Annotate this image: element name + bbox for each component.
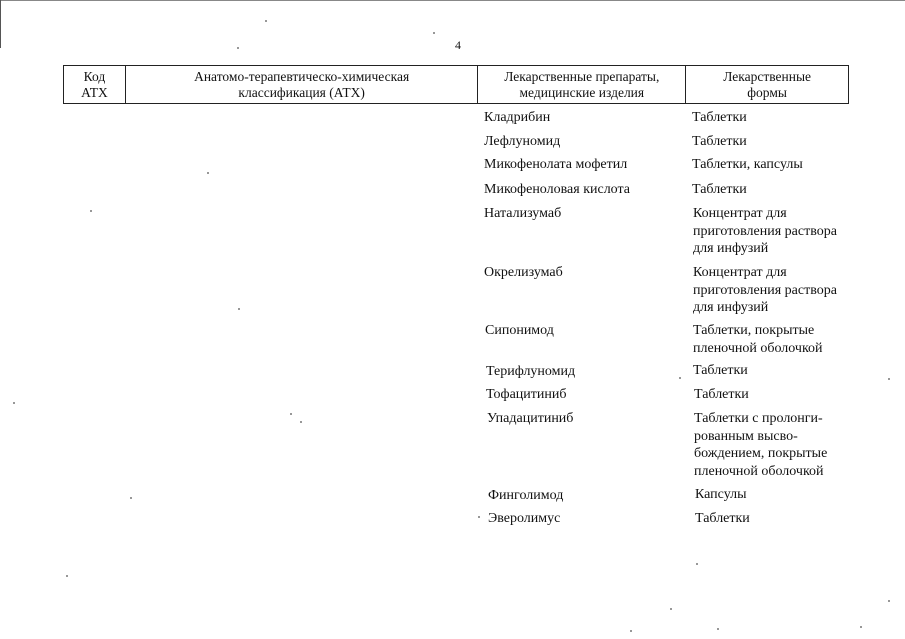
scan-speck (237, 47, 239, 49)
drug-form: Концентрат для приготовления раствора для инфузий (693, 265, 837, 315)
scan-speck (433, 32, 435, 34)
scan-speck (90, 210, 92, 212)
header-code-atc (64, 66, 126, 104)
drug-name: Терифлуномид (486, 364, 576, 379)
scan-speck (888, 600, 890, 602)
header-code-label: Код АТХ (81, 69, 108, 100)
header-forms-label: Лекарственные формы (723, 69, 812, 100)
drug-form: Таблетки (692, 110, 747, 125)
scan-speck (13, 402, 15, 404)
header-row (64, 66, 849, 104)
drug-form: Таблетки (693, 363, 748, 378)
drug-name: Микофеноловая кислота (484, 182, 631, 197)
page-number: 4 (455, 38, 461, 52)
drug-form: Таблетки (694, 387, 749, 402)
drug-name: Сипонимод (485, 323, 554, 338)
drug-name: Упадацитиниб (487, 411, 574, 426)
drug-name: Эверолимус (488, 511, 561, 526)
drug-name: Микофенолата мофетил (484, 157, 628, 172)
scan-speck (630, 630, 632, 632)
drug-name: Тофацитиниб (486, 387, 567, 402)
scan-speck (238, 308, 240, 310)
drug-form: Концентрат для приготовления раствора для инфузий (693, 206, 837, 256)
header-drugs-label: Лекарственные препараты, медицинские изделия (504, 69, 660, 100)
drug-form: Таблетки с пролонги-рованным высво-бождением, покрытые пленочной оболочкой (694, 411, 828, 479)
scan-speck (888, 378, 890, 380)
scan-speck (860, 626, 862, 628)
drug-form: Таблетки, покрытые пленочной оболочкой (693, 323, 823, 356)
drug-form: Таблетки (695, 511, 750, 526)
drug-name: Кладрибин (484, 110, 551, 125)
scan-speck (717, 628, 719, 630)
scan-left-edge (0, 0, 1, 48)
scan-speck (300, 421, 302, 423)
header-atc-classification (125, 66, 477, 104)
scan-speck (478, 516, 480, 518)
drug-form: Таблетки, капсулы (692, 157, 803, 172)
drug-table-header (63, 65, 849, 104)
scan-speck (130, 497, 132, 499)
drug-name: Натализумаб (484, 206, 562, 221)
scan-speck (670, 608, 672, 610)
drug-name: Окрелизумаб (484, 265, 563, 280)
drug-form: Капсулы (695, 487, 747, 502)
drug-form: Таблетки (692, 182, 747, 197)
scan-speck (679, 377, 681, 379)
scan-speck (207, 172, 209, 174)
drug-name: Лефлуномид (484, 134, 561, 149)
drug-name: Финголимод (488, 488, 564, 503)
scan-speck (66, 575, 68, 577)
header-drugs (478, 66, 686, 104)
scan-speck (265, 20, 267, 22)
header-classification-label: Анатомо-терапевтическо-химическая классификация (АТХ) (194, 69, 410, 100)
drug-form: Таблетки (692, 134, 747, 149)
scan-speck (290, 413, 292, 415)
header-forms (686, 66, 849, 104)
scan-top-edge (0, 0, 905, 1)
scan-speck (696, 563, 698, 565)
